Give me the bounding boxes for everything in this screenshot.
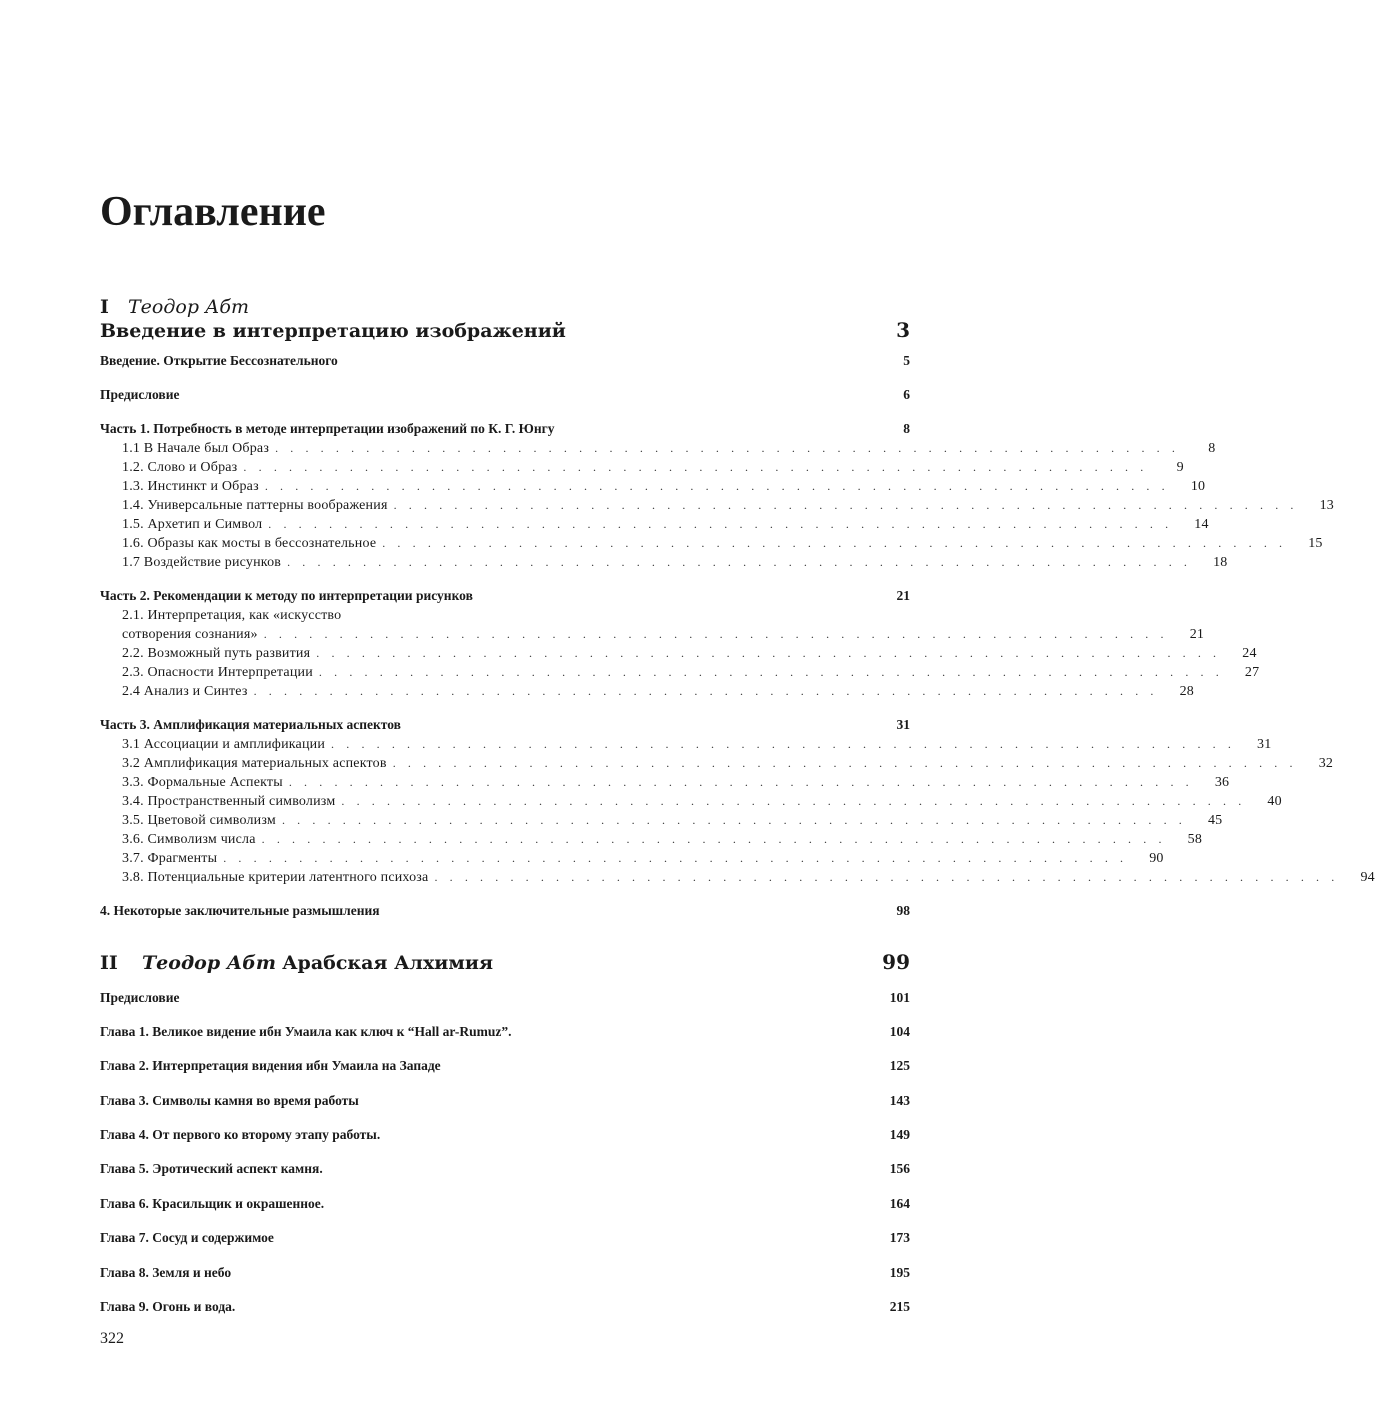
toc-subentry-page: 21 (1189, 627, 1205, 642)
toc-subentry[interactable] (122, 773, 1230, 792)
part-1-heading (100, 296, 910, 342)
toc-entry-page: 31 (896, 717, 910, 732)
toc-entry-page: 156 (889, 1161, 910, 1176)
toc-entry-label: Часть 2. Рекомендации к методу по интерпретации рисунков (100, 588, 473, 603)
toc-subentry[interactable] (122, 534, 1323, 553)
toc-subentry-label: 1.5. Архетип и Символ (122, 517, 263, 532)
part-1-subtitle: Введение в интерпретацию изображений (100, 320, 566, 342)
toc-subentry-label: 3.7. Фрагменты (122, 851, 218, 866)
toc-subentry[interactable] (122, 830, 1203, 849)
part-1-author: Теодор Абт (128, 296, 250, 318)
leader-dots: . . . . . . . . . . . . . . . . . . . . . . . . . . . . . . . . . . . . . . . . . . . . . . . . . . . . . . . . . . . . (393, 498, 1298, 512)
toc-entry[interactable] (100, 1298, 910, 1316)
leader-dots: . . . . . . . . . . . . . . . . . . . . . . . . . . . . . . . . . . . . . . . . . . . . . . . . . . . . . . . . . . . . (316, 646, 1221, 660)
toc-subentry[interactable] (122, 754, 1334, 773)
toc-chapter-4[interactable] (100, 902, 910, 920)
toc-subentry-label: 3.4. Пространственный символизм (122, 794, 336, 809)
toc-subentry-label: 1.1 В Начале был Образ (122, 441, 270, 456)
leader-dots: . . . . . . . . . . . . . . . . . . . . . . . . . . . . . . . . . . . . . . . . . . . . . . . . . . . . . . . . . . . . (331, 737, 1236, 751)
leader-dots: . . . . . . . . . . . . . . . . . . . . . . . . . . . . . . . . . . . . . . . . . . . . . . . . . . . . . . . . . . . . (281, 813, 1187, 827)
toc-entry-label: Глава 2. Интерпретация видения ибн Умаила на Западе (100, 1058, 441, 1073)
toc-entry[interactable] (100, 1264, 910, 1282)
toc-subentry[interactable] (122, 496, 1334, 515)
toc-entry[interactable] (100, 1092, 910, 1110)
toc-subentry-page: 10 (1190, 479, 1206, 494)
toc-subentry-label: 1.6. Образы как мосты в бессознательное (122, 536, 377, 551)
toc-entry-label: 4. Некоторые заключительные размышления (100, 903, 380, 918)
toc-subentry-page: 24 (1242, 646, 1257, 661)
toc-subentry[interactable] (122, 439, 1216, 458)
toc-subentry-label: 3.2 Амплификация материальных аспектов (122, 756, 387, 771)
toc-subentry-page: 58 (1187, 832, 1203, 847)
toc-chapter-1[interactable] (100, 420, 910, 438)
toc-entry-label: Часть 3. Амплификация материальных аспектов (100, 717, 401, 732)
toc-chapter-3[interactable] (100, 716, 910, 734)
leader-dots: . . . . . . . . . . . . . . . . . . . . . . . . . . . . . . . . . . . . . . . . . . . . . . . . . . . . . . . . . . . . (341, 794, 1246, 808)
toc-entry[interactable] (100, 1057, 910, 1075)
toc-entry[interactable] (100, 1126, 910, 1144)
leader-dots: . . . . . . . . . . . . . . . . . . . . . . . . . . . . . . . . . . . . . . . . . . . . . . . . . . . . . . . . . . . . (268, 517, 1173, 531)
toc-entry-page: 164 (889, 1196, 910, 1211)
toc-subentry-page: 31 (1257, 737, 1272, 752)
toc-entry-page: 8 (903, 421, 910, 436)
toc-entry-page: 125 (889, 1058, 910, 1073)
toc-entry-label: Часть 1. Потребность в методе интерпретации изображений по К. Г. Юнгу (100, 421, 555, 436)
toc-entry-page: 143 (889, 1093, 910, 1108)
toc-entry-page: 21 (896, 588, 910, 603)
toc-subentry[interactable] (122, 458, 1184, 477)
part-2-subtitle: Арабская Алхимия (282, 952, 493, 974)
leader-dots: . . . . . . . . . . . . . . . . . . . . . . . . . . . . . . . . . . . . . . . . . . . . . . . . . . . . . . . . . . . . (263, 627, 1169, 641)
leader-dots: . . . . . . . . . . . . . . . . . . . . . . . . . . . . . . . . . . . . . . . . . . . . . . . . . . . . . . . . . . . . (223, 851, 1128, 865)
toc-subentry-label: 1.7 Воздействие рисунков (122, 555, 282, 570)
toc-subentry-page: 36 (1214, 775, 1230, 790)
part-1-numeral: I (100, 296, 109, 318)
toc-subentry-first-line[interactable] (122, 606, 910, 625)
toc-entry-page: 173 (889, 1230, 910, 1245)
toc-subentry-label: 3.5. Цветовой символизм (122, 813, 276, 828)
toc-subentry[interactable] (122, 811, 1223, 830)
leader-dots: . . . . . . . . . . . . . . . . . . . . . . . . . . . . . . . . . . . . . . . . . . . . . . . . . . . . . . . . . . . . (392, 756, 1298, 770)
toc-subentry-page: 8 (1208, 441, 1216, 456)
toc-subentry[interactable] (122, 644, 1257, 663)
toc-entry-label: Глава 7. Сосуд и содержимое (100, 1230, 274, 1245)
leader-dots: . . . . . . . . . . . . . . . . . . . . . . . . . . . . . . . . . . . . . . . . . . . . . . . . . . . . . . . . . . . . (382, 536, 1287, 550)
toc-subentry-label: 2.3. Опасности Интерпретации (122, 665, 313, 680)
toc-subentry-label: 3.6. Символизм числа (122, 832, 256, 847)
toc-entry-intro[interactable] (100, 352, 910, 370)
toc-chapter-2[interactable] (100, 587, 910, 605)
part-2-page: 99 (882, 950, 910, 974)
toc-entry-page: 149 (889, 1127, 910, 1142)
leader-dots: . . . . . . . . . . . . . . . . . . . . . . . . . . . . . . . . . . . . . . . . . . . . . . . . . . . . . . . . . . . . (253, 684, 1159, 698)
toc-entry-label: Глава 1. Великое видение ибн Умаила как ключ к “Hall ar-Rumuz”. (100, 1024, 512, 1039)
leader-dots: . . . . . . . . . . . . . . . . . . . . . . . . . . . . . . . . . . . . . . . . . . . . . . . . . . . . . . . . . . . . (434, 870, 1339, 884)
toc-subentry-page: 27 (1244, 665, 1260, 680)
toc-subentry[interactable] (122, 735, 1272, 754)
toc-subentry-page: 40 (1267, 794, 1282, 809)
toc-entry-label: Глава 4. От первого ко второму этапу работы. (100, 1127, 381, 1142)
toc-subentry[interactable] (122, 663, 1260, 682)
leader-dots: . . . . . . . . . . . . . . . . . . . . . . . . . . . . . . . . . . . . . . . . . . . . . . . . . . . . . . . . . . . . (243, 460, 1148, 474)
page-number: 322 (100, 1330, 124, 1347)
toc-subentry[interactable] (122, 682, 1195, 701)
toc-subentry[interactable] (122, 868, 1375, 887)
toc-subentry-page: 9 (1176, 460, 1184, 475)
toc-entry-page: 6 (903, 387, 910, 402)
leader-dots: . . . . . . . . . . . . . . . . . . . . . . . . . . . . . . . . . . . . . . . . . . . . . . . . . . . . . . . . . . . . (275, 441, 1180, 455)
part-2-numeral: II (100, 952, 118, 974)
toc-subentry[interactable] (122, 553, 1228, 572)
toc-subentry-page: 13 (1319, 498, 1334, 513)
toc-subentry-label: 2.2. Возможный путь развития (122, 646, 311, 661)
toc-subentry-label: 2.4 Анализ и Синтез (122, 684, 248, 699)
leader-dots: . . . . . . . . . . . . . . . . . . . . . . . . . . . . . . . . . . . . . . . . . . . . . . . . . . . . . . . . . . . . (288, 775, 1194, 789)
toc-entry[interactable] (100, 1160, 910, 1178)
toc-subentry[interactable] (122, 477, 1206, 496)
toc-entry-label: Глава 3. Символы камня во время работы (100, 1093, 359, 1108)
toc-entry-page: 98 (896, 903, 910, 918)
toc-subentry-label: сотворения сознания» (122, 627, 258, 642)
toc-entry[interactable] (100, 1229, 910, 1247)
toc-subentry-label: 3.8. Потенциальные критерии латентного психоза (122, 870, 429, 885)
toc-subentry-page: 18 (1213, 555, 1228, 570)
toc-subentry-page: 45 (1207, 813, 1223, 828)
toc-subentry[interactable] (122, 625, 1205, 644)
toc-subentry-label: 1.3. Инстинкт и Образ (122, 479, 259, 494)
part-2-heading (100, 950, 910, 974)
toc-page (100, 0, 1375, 1414)
toc-subentry-label: 1.4. Универсальные паттерны воображения (122, 498, 388, 513)
toc-entry-page: 104 (889, 1024, 910, 1039)
toc-subentry-page: 90 (1149, 851, 1164, 866)
toc-subentry-label: 1.2. Слово и Образ (122, 460, 238, 475)
leader-dots: . . . . . . . . . . . . . . . . . . . . . . . . . . . . . . . . . . . . . . . . . . . . . . . . . . . . . . . . . . . . (261, 832, 1167, 846)
toc-subentry-page: 32 (1318, 756, 1334, 771)
toc-entry-label: Глава 9. Огонь и вода. (100, 1299, 236, 1314)
toc-subentry-page: 94 (1360, 870, 1375, 885)
part-1-page: 3 (896, 318, 910, 342)
toc-entry[interactable] (100, 1023, 910, 1041)
toc-entry-page: 5 (903, 353, 910, 368)
toc-entry[interactable] (100, 1195, 910, 1213)
leader-dots: . . . . . . . . . . . . . . . . . . . . . . . . . . . . . . . . . . . . . . . . . . . . . . . . . . . . . . . . . . . . (287, 555, 1192, 569)
toc-subentry[interactable] (122, 792, 1282, 811)
toc-entry-page: 101 (889, 990, 910, 1005)
toc-entry[interactable] (100, 989, 910, 1007)
leader-dots: . . . . . . . . . . . . . . . . . . . . . . . . . . . . . . . . . . . . . . . . . . . . . . . . . . . . . . . . . . . . (318, 665, 1224, 679)
toc-entry-label: Предисловие (100, 990, 180, 1005)
toc-entry-label: Введение. Открытие Бессознательного (100, 353, 338, 368)
toc-subentry-page: 28 (1179, 684, 1195, 699)
toc-entry-page: 215 (889, 1299, 910, 1314)
toc-subentry-label: 3.1 Ассоциации и амплификации (122, 737, 326, 752)
toc-entry-label: Глава 6. Красильщик и окрашенное. (100, 1196, 325, 1211)
toc-entry-label: Глава 8. Земля и небо (100, 1265, 232, 1280)
toc-subentry-page: 15 (1308, 536, 1323, 551)
toc-subentry-label: 2.1. Интерпретация, как «искусство (122, 608, 342, 623)
toc-entry-preface[interactable] (100, 386, 910, 404)
part-2-author: Теодор Абт (142, 952, 277, 974)
toc-subentry-label: 3.3. Формальные Аспекты (122, 775, 283, 790)
toc-subentry-page: 14 (1194, 517, 1209, 532)
toc-subentry[interactable] (122, 849, 1164, 868)
toc-entry-label: Предисловие (100, 387, 180, 402)
toc-entry-page: 195 (889, 1265, 910, 1280)
leader-dots: . . . . . . . . . . . . . . . . . . . . . . . . . . . . . . . . . . . . . . . . . . . . . . . . . . . . . . . . . . . . (264, 479, 1170, 493)
toc-subentry[interactable] (122, 515, 1209, 534)
toc-entry-label: Глава 5. Эротический аспект камня. (100, 1161, 323, 1176)
page-title: Оглавление (100, 189, 326, 235)
